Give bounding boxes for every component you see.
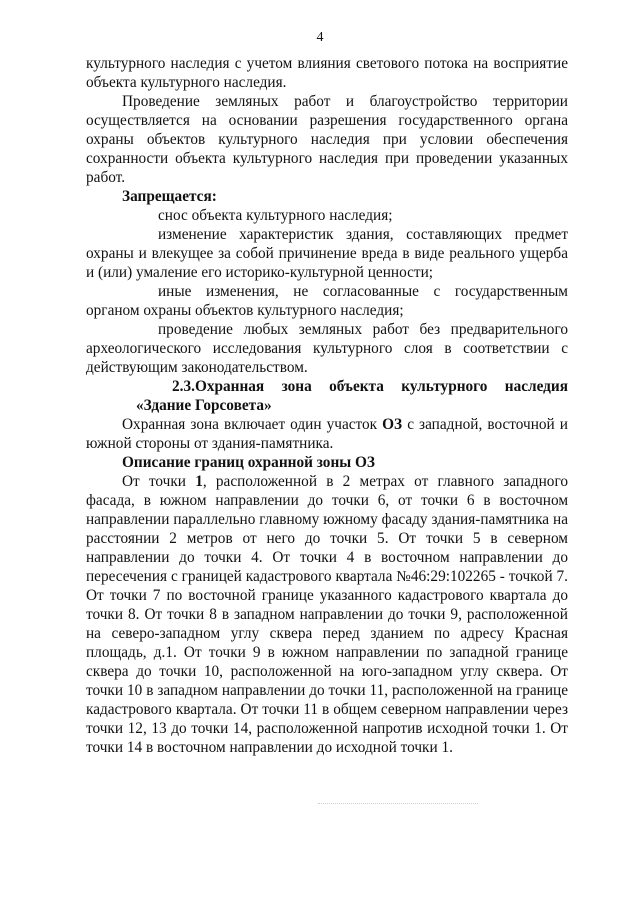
boundaries-text-before: От точки xyxy=(122,473,196,490)
section-title: 2.3.Охранная зона объекта культурного наследия «Здание Горсовета» xyxy=(136,378,568,414)
scan-artifact xyxy=(318,803,478,806)
intro-continuation: культурного наследия с учетом влияния светового потока на восприятие объекта культурного наследия. xyxy=(86,55,568,91)
zone-description xyxy=(86,415,568,453)
prohibited-heading: Запрещается: xyxy=(122,188,217,205)
zone-text-before: Охранная зона включает один участок xyxy=(122,416,383,433)
earthworks-paragraph: Проведение земляных работ и благоустройство территории осуществляется на основании разрешения государственного органа охраны объектов культурного наследия при условии обеспечения сохранности объекта культурного наследия при проведении указанных работ. xyxy=(86,93,568,186)
prohibited-item: снос объекта культурного наследия; xyxy=(158,207,393,224)
boundaries-point: 1 xyxy=(195,473,203,490)
boundaries-description xyxy=(86,472,568,757)
zone-text-after: с западной, восточной и южной стороны от здания-памятника. xyxy=(86,416,568,452)
boundaries-text-after: , расположенной в 2 метрах от главного западного фасада, в южном направлении до точки 6, от точки 6 в восточном направлении параллельно главному южному фасаду здания-памятника на расстоянии 2 метров от него до точки 5. От точки 5 в северном направлении до точки 4. От точки 4 в восточном направлении до пересечения с границей кадастрового квартала №46:29:102265 - точкой 7. От точки 7 по восточной границе указанного кадастрового квартала до точки 8. От точки 8 в западном направлении до точки 9, расположенной на северо-западном углу сквера перед зданием по адресу Красная площадь, д.1. От точки 9 в южном направлении по западной границе сквера до точки 10, расположенной на юго-западном углу сквера. От точки 10 в западном направлении до точки 11, расположенной на границе кадастрового квартала. От точки 11 в общем северном направлении через точки 12, 13 до точки 14, расположенной напротив исходной точки 1. От точки 14 в восточном направлении до исходной точки 1. xyxy=(86,473,568,756)
prohibited-item: изменение характеристик здания, составляющих предмет охраны и влекущее за собой причинение вреда в виде реального ущерба и (или) умаление его историко-культурной ценности; xyxy=(86,226,568,281)
page-number: 4 xyxy=(316,30,324,45)
zone-code: ОЗ xyxy=(382,416,403,433)
prohibited-item: проведение любых земляных работ без предварительного археологического исследования культурного слоя в соответствии с действующим законодательством. xyxy=(86,321,568,376)
prohibited-list xyxy=(86,206,568,377)
document-body xyxy=(86,54,568,757)
boundaries-heading: Описание границ охранной зоны ОЗ xyxy=(122,454,376,471)
prohibited-item: иные изменения, не согласованные с государственным органом охраны объектов культурного наследия; xyxy=(86,283,568,319)
